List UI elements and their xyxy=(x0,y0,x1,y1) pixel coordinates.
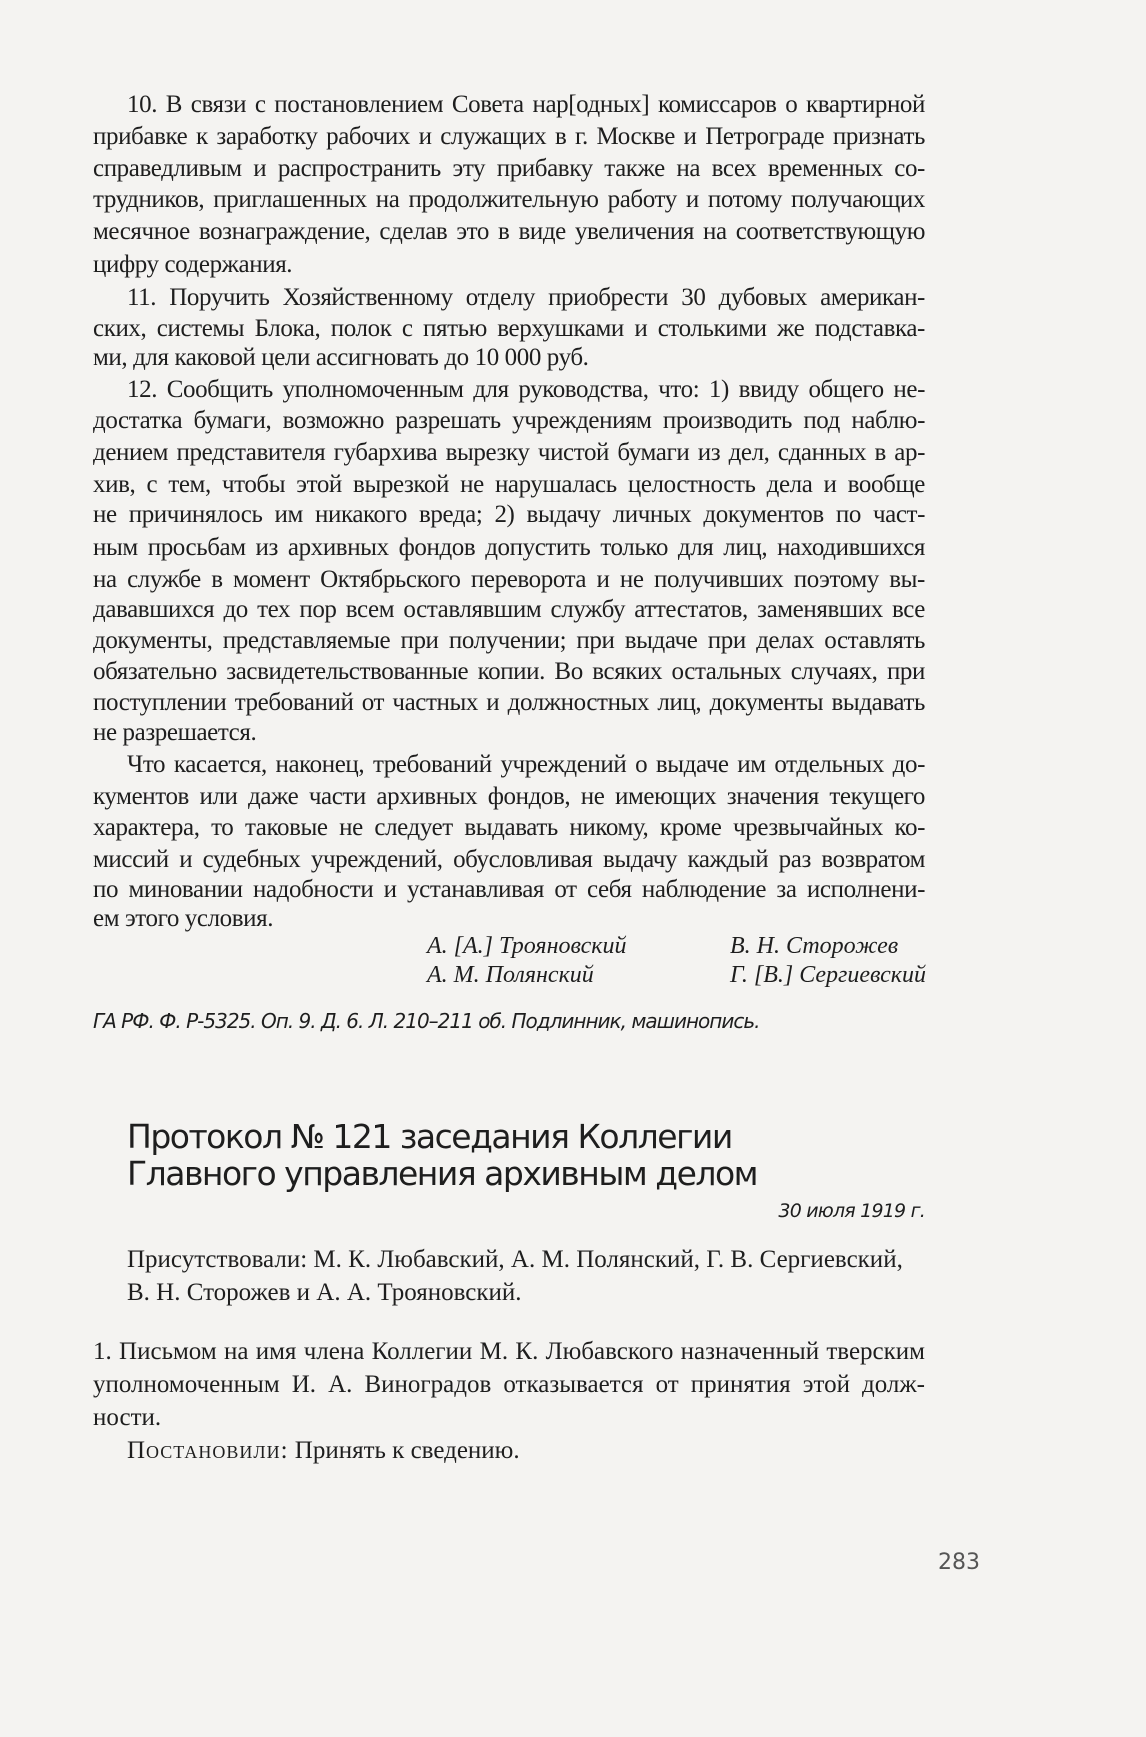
text-line: миссий и судебных учреждений, обусловливая выдачу каждый раз возвратом xyxy=(93,846,925,873)
text-line: поступлении требований от частных и должностных лиц, документы выдавать xyxy=(93,689,925,716)
text-line: документы, представляемые при получении; при выдаче при делах оставлять xyxy=(93,627,925,654)
resolved-label: Постановили: xyxy=(127,1437,289,1464)
text-line: Что касается, наконец, требований учреждений о выдаче им отдельных до- xyxy=(127,751,925,778)
text-line: хив, с тем, чтобы этой вырезкой не нарушалась целостность дела и вообще xyxy=(93,471,925,498)
signature-name: А. [А.] Трояновский xyxy=(427,933,627,959)
text-line: справедливым и распространить эту прибавку также на всех временных со- xyxy=(93,155,925,182)
text-line: не разрешается. xyxy=(93,719,257,746)
text-line: дением представителя губархива вырезку чистой бумаги из дел, сданных в ар- xyxy=(93,439,925,466)
text-line: по миновании надобности и устанавливая от себя наблюдение за исполнени- xyxy=(93,876,925,903)
text-line: уполномоченным И. А. Виноградов отказывается от принятия этой долж- xyxy=(93,1371,925,1398)
section-heading: Главного управления архивным делом xyxy=(127,1154,758,1193)
protocol-date: 30 июля 1919 г. xyxy=(778,1200,925,1222)
text-line: 1. Письмом на имя члена Коллегии М. К. Любавского назначенный тверским xyxy=(93,1338,925,1365)
text-line: прибавке к заработку рабочих и служащих в г. Москве и Петрограде признать xyxy=(93,123,925,150)
text-line: достатка бумаги, возможно разрешать учреждениям производить под наблю- xyxy=(93,407,925,434)
text-line: ным просьбам из архивных фондов допустить только для лиц, находившихся xyxy=(93,534,925,561)
text-line: 12. Сообщить уполномоченным для руководства, что: 1) ввиду общего не- xyxy=(127,376,925,403)
signature-name: В. Н. Сторожев xyxy=(730,933,899,959)
text-line: В. Н. Сторожев и А. А. Трояновский. xyxy=(127,1279,522,1306)
text-line: дававшихся до тех пор всем оставлявшим службу аттестатов, заменявших все xyxy=(93,596,925,623)
signature-name: Г. [В.] Сергиевский xyxy=(730,962,927,988)
text-line: 11. Поручить Хозяйственному отделу приобрести 30 дубовых американ- xyxy=(127,284,925,311)
text-line: Присутствовали: М. К. Любавский, А. М. Полянский, Г. В. Сергиевский, xyxy=(127,1246,903,1273)
text-line: ских, системы Блока, полок с пятью верхушками и столькими же подставка- xyxy=(93,315,925,342)
text-line: ности. xyxy=(93,1404,162,1431)
text-line: не причинялось им никакого вреда; 2) выдачу личных документов по част- xyxy=(93,501,925,528)
resolution-line xyxy=(127,1436,925,1466)
text-line: ми, для каковой цели ассигновать до 10 000 руб. xyxy=(93,344,589,371)
text-line: месячное вознаграждение, сделав это в виде увеличения на соответствующую xyxy=(93,218,925,245)
text-line: кументов или даже части архивных фондов, не имеющих значения текущего xyxy=(93,783,925,810)
text-line: на службе в момент Октябрьского переворота и не получивших поэтому вы- xyxy=(93,566,925,593)
resolved-text: Принять к сведению. xyxy=(288,1437,520,1464)
section-heading: Протокол № 121 заседания Коллегии xyxy=(127,1117,732,1156)
signature-name: А. М. Полянский xyxy=(427,962,594,988)
text-line: 10. В связи с постановлением Совета нар[одных] комиссаров о квартирной xyxy=(127,91,925,118)
text-line: обязательно засвидетельствованные копии. Во всяких остальных случаях, при xyxy=(93,658,925,685)
text-line: цифру содержания. xyxy=(93,251,293,278)
text-line: ем этого условия. xyxy=(93,905,274,932)
text-line: трудников, приглашенных на продолжительную работу и потому получающих xyxy=(93,186,925,213)
archive-source-citation: ГА РФ. Ф. Р-5325. Оп. 9. Д. 6. Л. 210–211 об. Подлинник, машинопись. xyxy=(93,1009,760,1033)
page-number: 283 xyxy=(938,1550,980,1575)
text-line: характера, то таковые не следует выдавать никому, кроме чрезвычайных ко- xyxy=(93,814,925,841)
